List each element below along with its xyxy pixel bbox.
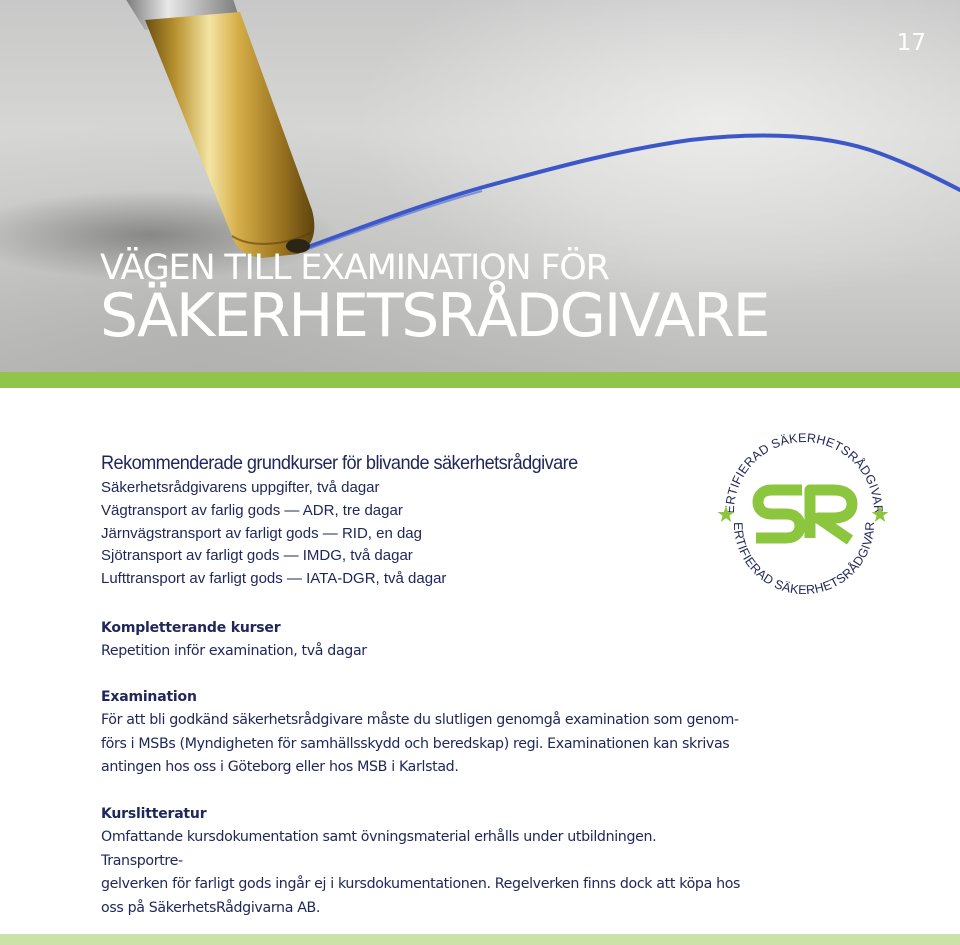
badge-bottom-text: ERTIFIERAD SÄKERHETSRÅDGIVAR <box>730 521 878 598</box>
list-item: Vägtransport av farlig gods — ADR, tre dagar <box>101 501 403 519</box>
certified-advisor-badge <box>712 420 896 604</box>
list-item: Järnvägstransport av farligt gods — RID, en dag <box>101 524 422 542</box>
examination-section <box>101 686 741 780</box>
list-item: Sjötransport av farligt gods — IMDG, två dagar <box>101 547 413 565</box>
svg-text:CERTIFIERAD SÄKERHETSRÅDGIVARE <box>712 420 885 514</box>
recommended-courses-heading: Rekommenderade grundkurser för blivande säkerhetsrådgivare <box>101 452 578 474</box>
examination-line: antingen hos oss i Göteborg eller hos MSB i Karlstad. <box>101 759 459 775</box>
list-item: Lufttransport av farligt gods — IATA-DGR, två dagar <box>101 570 447 588</box>
page-title-line1: VÄGEN TILL EXAMINATION FÖR <box>100 248 609 288</box>
recommended-courses-section <box>101 449 731 591</box>
badge-seal-icon <box>712 420 896 604</box>
footer-bar <box>0 934 960 945</box>
complementary-heading: Kompletterande kurser <box>101 620 281 636</box>
complementary-courses-section <box>101 617 741 664</box>
literature-heading: Kurslitteratur <box>101 806 207 822</box>
literature-section <box>101 803 741 920</box>
sr-logo-icon <box>756 490 852 540</box>
page-title-line2: SÄKERHETSRÅDGIVARE <box>100 281 769 351</box>
complementary-text: Repetition inför examination, två dagar <box>101 643 367 659</box>
examination-line: För att bli godkänd säkerhetsrådgivare måste du slutligen genomgå examination som genom- <box>101 712 739 728</box>
badge-top-text: ERTIFIERAD SÄKERHETSRÅDGIVAR <box>722 430 886 515</box>
divider-bar <box>0 372 960 388</box>
examination-line: förs i MSBs (Myndigheten för samhällsskydd och beredskap) regi. Examinationen kan skrivas <box>101 735 730 752</box>
literature-line: gelverken för farligt gods ingår ej i kursdokumentationen. Regelverken finns dock att köpa hos <box>101 876 741 892</box>
course-list <box>101 477 731 591</box>
hero-photo <box>0 0 960 372</box>
list-item: Säkerhetsrådgivarens uppgifter, två dagar <box>101 479 380 496</box>
literature-line: oss på SäkerhetsRådgivarna AB. <box>101 899 321 916</box>
literature-line: Omfattande kursdokumentation samt övningsmaterial erhålls under utbildningen. Transportre- <box>101 829 657 869</box>
page-number: 17 <box>896 30 926 56</box>
examination-heading: Examination <box>101 689 197 705</box>
